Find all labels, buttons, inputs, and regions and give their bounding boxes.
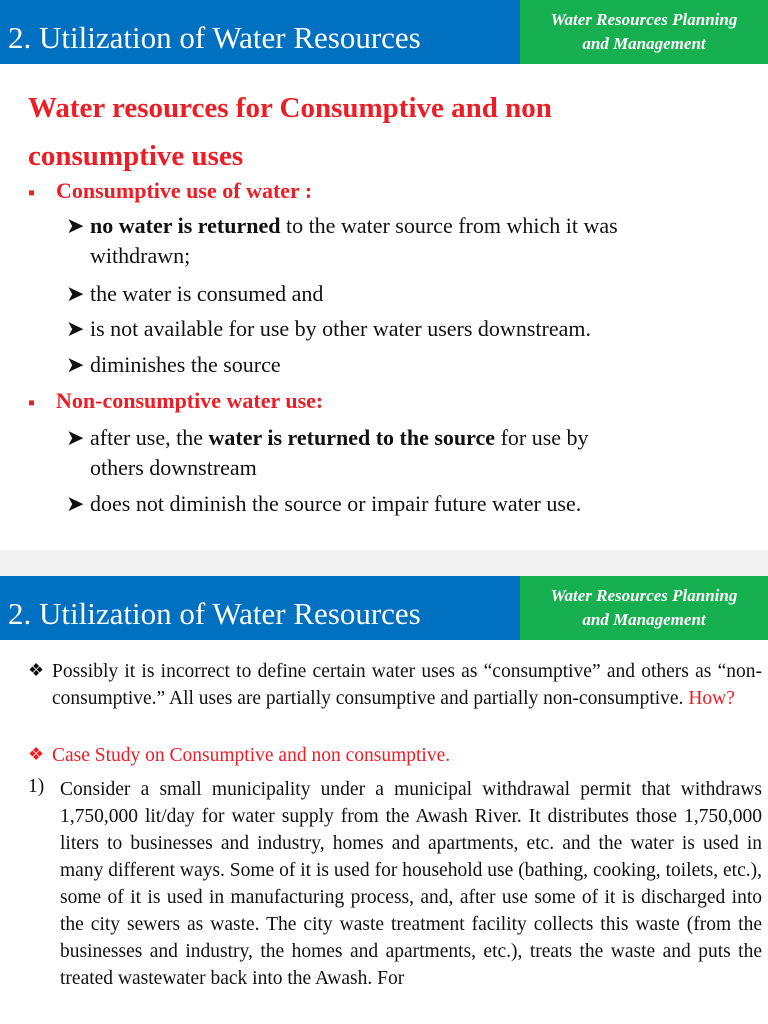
- title-bar: [0, 576, 520, 640]
- nonconsumptive-item-1-bold: water is returned to the source: [208, 425, 496, 450]
- nonconsumptive-item-2: does not diminish the source or impair future water use.: [90, 491, 582, 516]
- nonconsumptive-item-1-cont: others downstream: [90, 455, 257, 480]
- intro-paragraph: [52, 658, 762, 712]
- slide-gap: [0, 550, 768, 576]
- case-study-heading: Case Study on Consumptive and non consumptive.: [52, 745, 451, 766]
- diamond-bullet-icon: ❖: [28, 660, 45, 680]
- how-question: How?: [688, 688, 735, 709]
- heading-line-2: consumptive uses: [28, 140, 244, 172]
- slide-header: [0, 0, 768, 64]
- title-bar: [0, 0, 520, 64]
- consumptive-item-1-rest: to the water source from which it was: [280, 213, 618, 238]
- case-study-paragraph: Consider a small municipality under a municipal withdrawal permit that withdraws 1,750,000 lit/day for water supply from the Awash River. It distributes those 1,750,000 liters to businesses and industry, homes and apartments, etc. and the water is used in many different ways. Some of it is used for household use (bathing, cooking, toilets, etc.), some of it is used in manufacturing process, and, after use some of it is discharged into the city sewers as waste. The city waste treatment facility collects this waste (from the businesses and industry, the homes and apartments, etc.), treats the waste and puts the treated wastewater back into the Awash. For: [60, 779, 762, 989]
- arrow-bullet-icon: ➤: [66, 281, 85, 306]
- square-bullet-icon: ▪: [28, 392, 36, 414]
- consumptive-item-3: is not available for use by other water users downstream.: [90, 316, 591, 341]
- course-line-2: and Management: [582, 610, 706, 629]
- consumptive-item-2: the water is consumed and: [90, 281, 324, 306]
- nonconsumptive-label: Non-consumptive water use:: [56, 388, 324, 413]
- course-line-2: and Management: [582, 34, 706, 53]
- nonconsumptive-item-1-pre: after use, the: [90, 425, 209, 450]
- arrow-bullet-icon: ➤: [66, 316, 85, 341]
- consumptive-label: Consumptive use of water :: [56, 178, 313, 203]
- course-line-1: Water Resources Planning: [550, 586, 738, 605]
- course-name: [520, 8, 768, 56]
- course-badge: [520, 0, 768, 64]
- arrow-bullet-icon: ➤: [66, 352, 85, 377]
- heading-line-1: Water resources for Consumptive and non: [28, 92, 552, 124]
- section-heading: [28, 84, 728, 180]
- consumptive-item-4: diminishes the source: [90, 352, 281, 377]
- slide-header: [0, 576, 768, 640]
- consumptive-item-1-bold: no water is returned: [90, 213, 281, 238]
- arrow-bullet-icon: ➤: [66, 425, 85, 450]
- arrow-bullet-icon: ➤: [66, 213, 85, 238]
- arrow-bullet-icon: ➤: [66, 491, 85, 516]
- course-name: [520, 584, 768, 632]
- diamond-bullet-icon: ❖: [28, 744, 45, 764]
- slide-title: 2. Utilization of Water Resources: [8, 20, 421, 55]
- nonconsumptive-item-1: [90, 423, 730, 483]
- item-number: 1): [28, 776, 45, 797]
- square-bullet-icon: ▪: [28, 182, 36, 204]
- course-line-1: Water Resources Planning: [550, 10, 738, 29]
- course-badge: [520, 576, 768, 640]
- consumptive-item-1: [90, 211, 730, 271]
- intro-text: Possibly it is incorrect to define certain water uses as “consumptive” and others as “non-consumptive.” All uses are partially consumptive and partially non-consumptive.: [52, 661, 762, 709]
- nonconsumptive-item-1-post: for use by: [495, 425, 589, 450]
- slide-title: 2. Utilization of Water Resources: [8, 596, 421, 631]
- consumptive-item-1-cont: withdrawn;: [90, 243, 191, 268]
- slide-2: [0, 576, 768, 1024]
